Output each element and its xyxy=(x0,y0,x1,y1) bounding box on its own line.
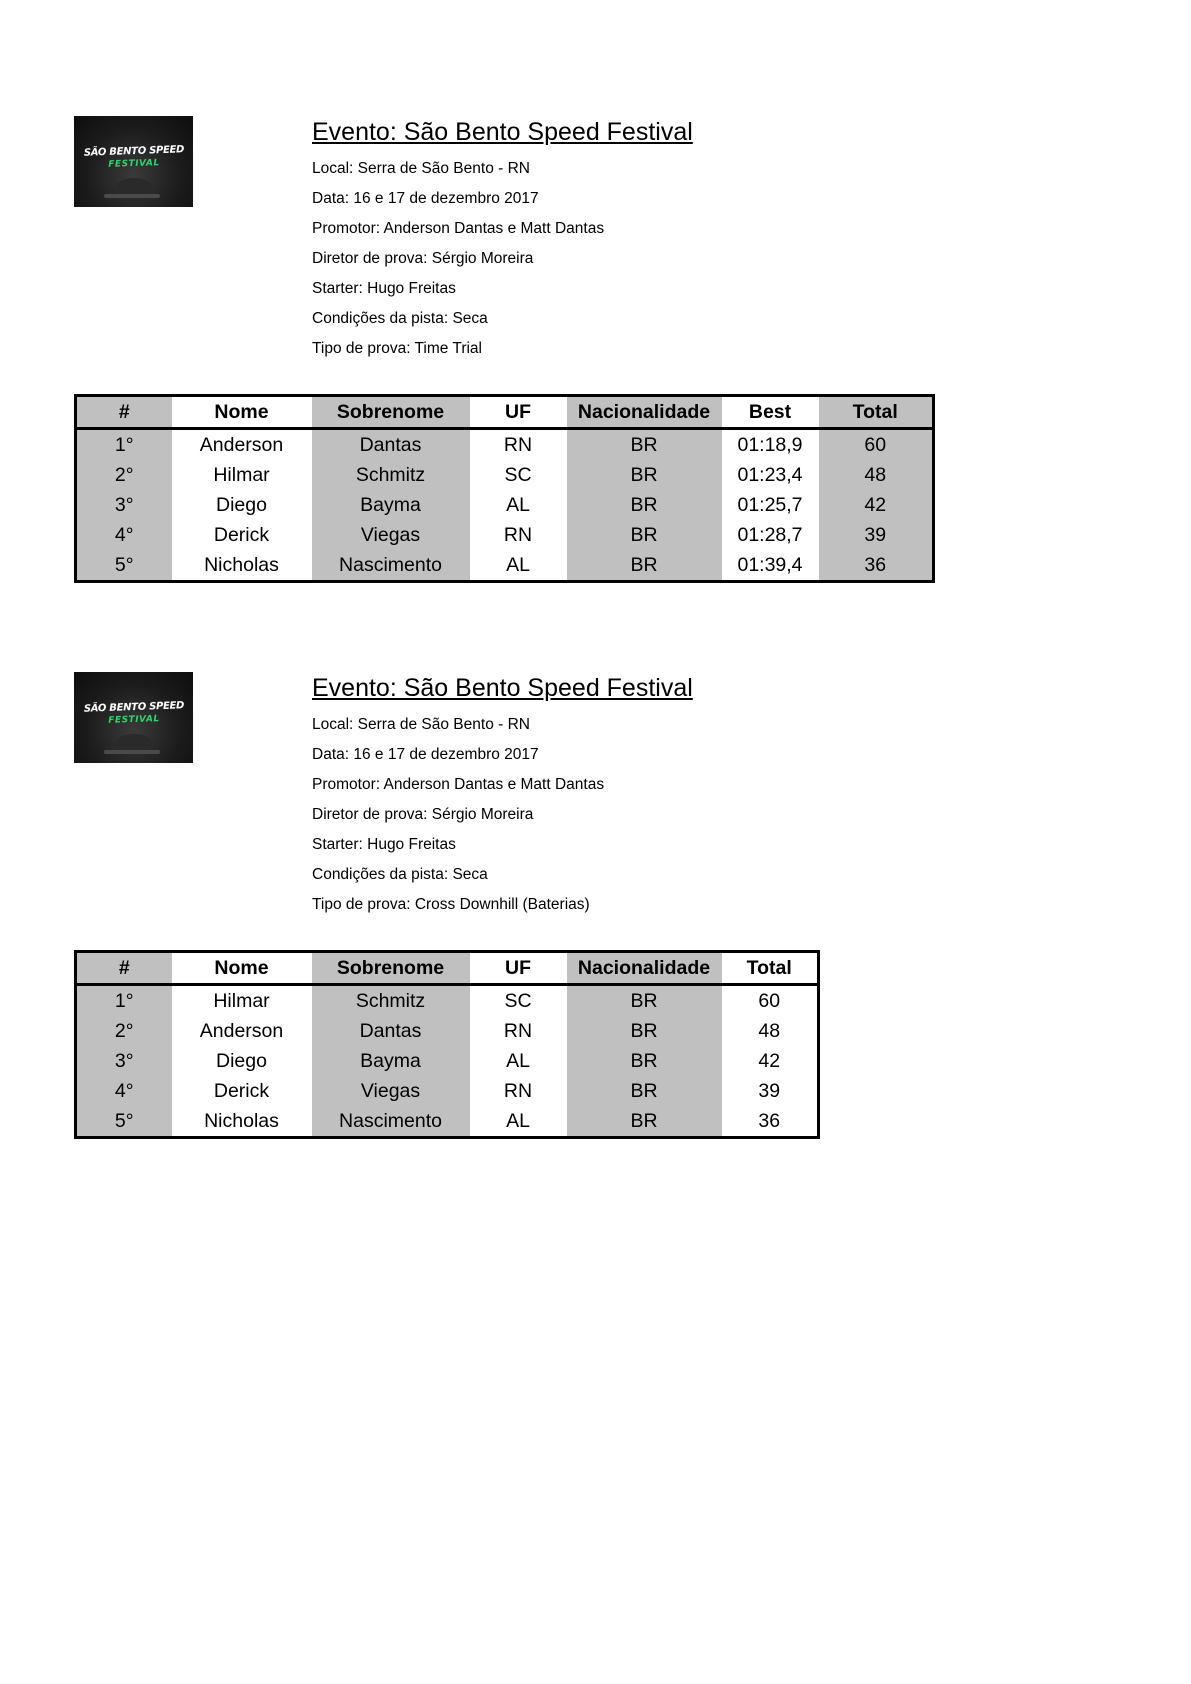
table-row xyxy=(76,429,934,461)
info-promoter: Promotor: Anderson Dantas e Matt Dantas xyxy=(312,220,605,237)
cell-state: AL xyxy=(470,550,567,582)
cell-state: AL xyxy=(470,1046,567,1076)
header-state: UF xyxy=(470,396,567,429)
cell-first-name: Hilmar xyxy=(172,985,312,1017)
info-date: Data: 16 e 17 de dezembro 2017 xyxy=(312,190,539,207)
cell-first-name: Hilmar xyxy=(172,460,312,490)
cell-last-name: Schmitz xyxy=(312,460,470,490)
header-last-name: Sobrenome xyxy=(312,952,470,985)
event-title: Evento: São Bento Speed Festival xyxy=(312,118,693,146)
cell-last-name: Nascimento xyxy=(312,1106,470,1138)
cell-first-name: Nicholas xyxy=(172,1106,312,1138)
table-row xyxy=(76,1016,819,1046)
info-promoter: Promotor: Anderson Dantas e Matt Dantas xyxy=(312,776,605,793)
table-row xyxy=(76,550,934,582)
event-title: Evento: São Bento Speed Festival xyxy=(312,674,693,702)
cell-position: 3° xyxy=(76,490,172,520)
cell-total: 60 xyxy=(722,985,819,1017)
cell-state: AL xyxy=(470,490,567,520)
cell-total: 36 xyxy=(722,1106,819,1138)
cell-state: RN xyxy=(470,1076,567,1106)
cell-position: 1° xyxy=(76,429,172,461)
header-first-name: Nome xyxy=(172,952,312,985)
cell-last-name: Schmitz xyxy=(312,985,470,1017)
cell-state: RN xyxy=(470,520,567,550)
cell-last-name: Dantas xyxy=(312,1016,470,1046)
cell-nationality: BR xyxy=(567,490,722,520)
header-best: Best xyxy=(722,396,819,429)
header-total: Total xyxy=(722,952,819,985)
cell-total: 60 xyxy=(819,429,934,461)
info-location: Local: Serra de São Bento - RN xyxy=(312,716,530,733)
cell-total: 48 xyxy=(819,460,934,490)
cell-position: 5° xyxy=(76,1106,172,1138)
table-row xyxy=(76,460,934,490)
event-logo xyxy=(74,116,193,207)
info-race-director: Diretor de prova: Sérgio Moreira xyxy=(312,806,534,823)
cell-first-name: Diego xyxy=(172,1046,312,1076)
logo-text-top: SÃO BENTO SPEED xyxy=(83,144,185,159)
info-starter: Starter: Hugo Freitas xyxy=(312,280,456,297)
cell-last-name: Viegas xyxy=(312,1076,470,1106)
skateboard-shape xyxy=(104,750,160,754)
info-race-type: Tipo de prova: Time Trial xyxy=(312,340,482,357)
cell-nationality: BR xyxy=(567,1046,722,1076)
cell-position: 3° xyxy=(76,1046,172,1076)
results-table xyxy=(74,950,820,1139)
cell-nationality: BR xyxy=(567,1076,722,1106)
cell-best: 01:28,7 xyxy=(722,520,819,550)
cell-last-name: Nascimento xyxy=(312,550,470,582)
header-position: # xyxy=(76,952,172,985)
cell-state: RN xyxy=(470,429,567,461)
cell-nationality: BR xyxy=(567,550,722,582)
cell-last-name: Viegas xyxy=(312,520,470,550)
cell-position: 4° xyxy=(76,1076,172,1106)
cell-last-name: Bayma xyxy=(312,1046,470,1076)
cell-nationality: BR xyxy=(567,520,722,550)
results-table xyxy=(74,394,935,583)
cell-state: RN xyxy=(470,1016,567,1046)
header-first-name: Nome xyxy=(172,396,312,429)
logo-text-top: SÃO BENTO SPEED xyxy=(83,700,185,715)
cell-nationality: BR xyxy=(567,1016,722,1046)
info-race-director: Diretor de prova: Sérgio Moreira xyxy=(312,250,534,267)
info-date: Data: 16 e 17 de dezembro 2017 xyxy=(312,746,539,763)
cell-nationality: BR xyxy=(567,429,722,461)
table-row xyxy=(76,985,819,1017)
cell-position: 5° xyxy=(76,550,172,582)
cell-nationality: BR xyxy=(567,1106,722,1138)
header-nationality: Nacionalidade xyxy=(567,396,722,429)
info-track-conditions: Condições da pista: Seca xyxy=(312,310,488,327)
cell-best: 01:18,9 xyxy=(722,429,819,461)
cell-position: 4° xyxy=(76,520,172,550)
cell-last-name: Dantas xyxy=(312,429,470,461)
cell-nationality: BR xyxy=(567,985,722,1017)
cell-position: 2° xyxy=(76,1016,172,1046)
table-row xyxy=(76,1046,819,1076)
cell-first-name: Diego xyxy=(172,490,312,520)
cell-total: 39 xyxy=(819,520,934,550)
info-starter: Starter: Hugo Freitas xyxy=(312,836,456,853)
header-nationality: Nacionalidade xyxy=(567,952,722,985)
cell-state: SC xyxy=(470,985,567,1017)
cell-first-name: Derick xyxy=(172,1076,312,1106)
cell-total: 42 xyxy=(819,490,934,520)
cell-state: AL xyxy=(470,1106,567,1138)
table-row xyxy=(76,1106,819,1138)
table-header-row xyxy=(76,396,934,429)
cell-first-name: Anderson xyxy=(172,429,312,461)
cell-total: 39 xyxy=(722,1076,819,1106)
event-logo xyxy=(74,672,193,763)
cell-total: 42 xyxy=(722,1046,819,1076)
header-total: Total xyxy=(819,396,934,429)
cell-first-name: Anderson xyxy=(172,1016,312,1046)
cell-best: 01:39,4 xyxy=(722,550,819,582)
info-race-type: Tipo de prova: Cross Downhill (Baterias) xyxy=(312,896,590,913)
cell-first-name: Derick xyxy=(172,520,312,550)
cell-total: 48 xyxy=(722,1016,819,1046)
header-position: # xyxy=(76,396,172,429)
table-row xyxy=(76,490,934,520)
table-row xyxy=(76,1076,819,1106)
info-track-conditions: Condições da pista: Seca xyxy=(312,866,488,883)
cell-best: 01:23,4 xyxy=(722,460,819,490)
header-state: UF xyxy=(470,952,567,985)
cell-best: 01:25,7 xyxy=(722,490,819,520)
logo-text-bottom: FESTIVAL xyxy=(108,158,160,170)
cell-first-name: Nicholas xyxy=(172,550,312,582)
cell-last-name: Bayma xyxy=(312,490,470,520)
cell-position: 1° xyxy=(76,985,172,1017)
cell-total: 36 xyxy=(819,550,934,582)
table-row xyxy=(76,520,934,550)
header-last-name: Sobrenome xyxy=(312,396,470,429)
table-header-row xyxy=(76,952,819,985)
cell-nationality: BR xyxy=(567,460,722,490)
logo-text-bottom: FESTIVAL xyxy=(108,714,160,726)
skateboard-shape xyxy=(104,194,160,198)
cell-state: SC xyxy=(470,460,567,490)
info-location: Local: Serra de São Bento - RN xyxy=(312,160,530,177)
cell-position: 2° xyxy=(76,460,172,490)
